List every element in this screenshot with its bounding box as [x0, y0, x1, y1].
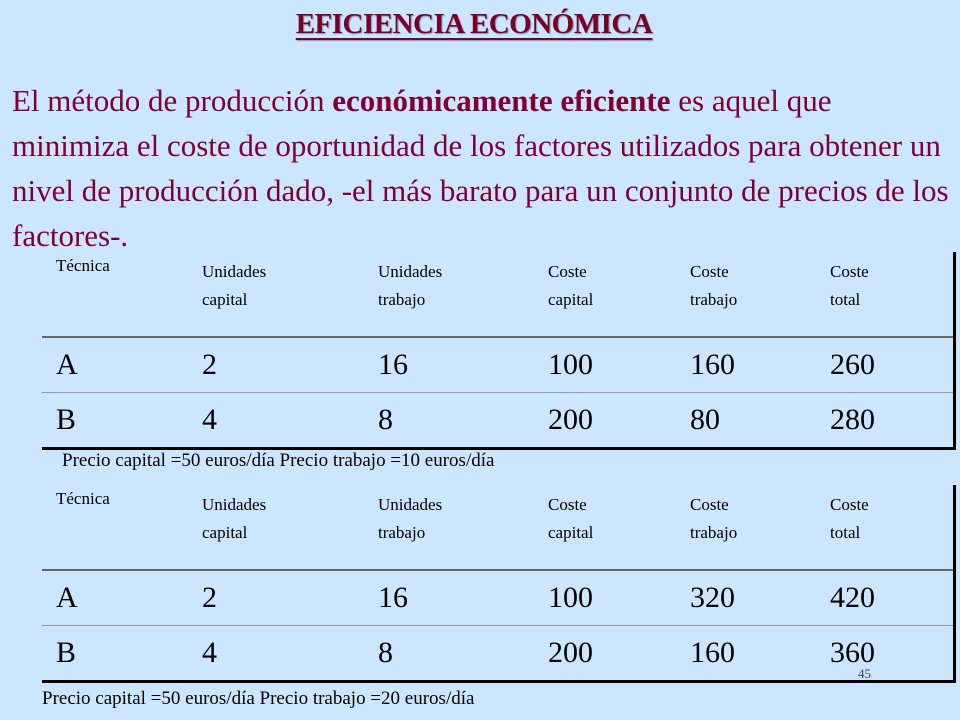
header-cell: Coste capital: [536, 485, 678, 570]
table-cell: 4: [202, 636, 217, 669]
header-cell: Unidades trabajo: [366, 485, 536, 570]
table-row: [42, 626, 955, 682]
techniques-table-2: [42, 485, 956, 683]
table-cell: 200: [548, 636, 593, 669]
table-cell: 160: [690, 636, 735, 669]
intro-text-1: El método de producción: [12, 83, 333, 118]
header-cell: Unidades capital: [190, 252, 366, 337]
intro-bold-term: económicamente eficiente: [332, 83, 671, 118]
table-row: [42, 337, 955, 393]
page-title: EFICIENCIA ECONÓMICA: [295, 8, 653, 40]
table-cell: A: [42, 337, 190, 393]
header-cell: Coste trabajo: [678, 485, 818, 570]
table-cell: 160: [678, 337, 818, 393]
header-cell: Coste capital: [536, 252, 678, 337]
table-cell: 8: [378, 403, 393, 436]
header-cell: Técnica: [42, 485, 190, 570]
table-row: [42, 570, 955, 626]
table-header-row: [42, 252, 955, 337]
table-cell: 100: [536, 337, 678, 393]
table-cell: 320: [678, 570, 818, 626]
table-cell: 2: [190, 337, 366, 393]
header-cell: Coste total: [818, 485, 955, 570]
page-number: 45: [858, 666, 871, 681]
table-cell: 420: [818, 570, 955, 626]
intro-text-2: es aquel que minimiza el coste de oportunidad de los factores utilizados para obtener un nivel de producción dado, -el más barato para un conjunto de precios de los factores-.: [12, 83, 949, 253]
header-cell: Unidades trabajo: [366, 252, 536, 337]
table-cell: 2: [190, 570, 366, 626]
table-cell: 260: [818, 337, 955, 393]
table-cell: 4: [202, 403, 217, 436]
header-cell: Coste trabajo: [678, 252, 818, 337]
table-cell: A: [42, 570, 190, 626]
table-cell: 100: [536, 570, 678, 626]
table-header-row: [42, 485, 955, 570]
table-cell: 280: [830, 403, 875, 436]
table-cell: B: [56, 636, 77, 669]
header-cell: Coste total: [818, 252, 955, 337]
prices-note-2: Precio capital =50 euros/día Precio trabajo =20 euros/día: [42, 688, 475, 709]
header-cell: Unidades capital: [190, 485, 366, 570]
table-cell: B: [56, 403, 77, 436]
table-cell: 200: [548, 403, 593, 436]
table-cell: 360: [830, 636, 875, 669]
table-cell: 16: [366, 570, 536, 626]
techniques-table-1: [42, 252, 956, 450]
table-row: [42, 393, 955, 449]
prices-note-1: Precio capital =50 euros/día Precio trabajo =10 euros/día: [62, 450, 495, 471]
table-cell: 80: [690, 403, 720, 436]
intro-paragraph: [12, 78, 950, 258]
table-cell: 8: [378, 636, 393, 669]
table-cell: 16: [366, 337, 536, 393]
header-cell: Técnica: [42, 252, 190, 337]
